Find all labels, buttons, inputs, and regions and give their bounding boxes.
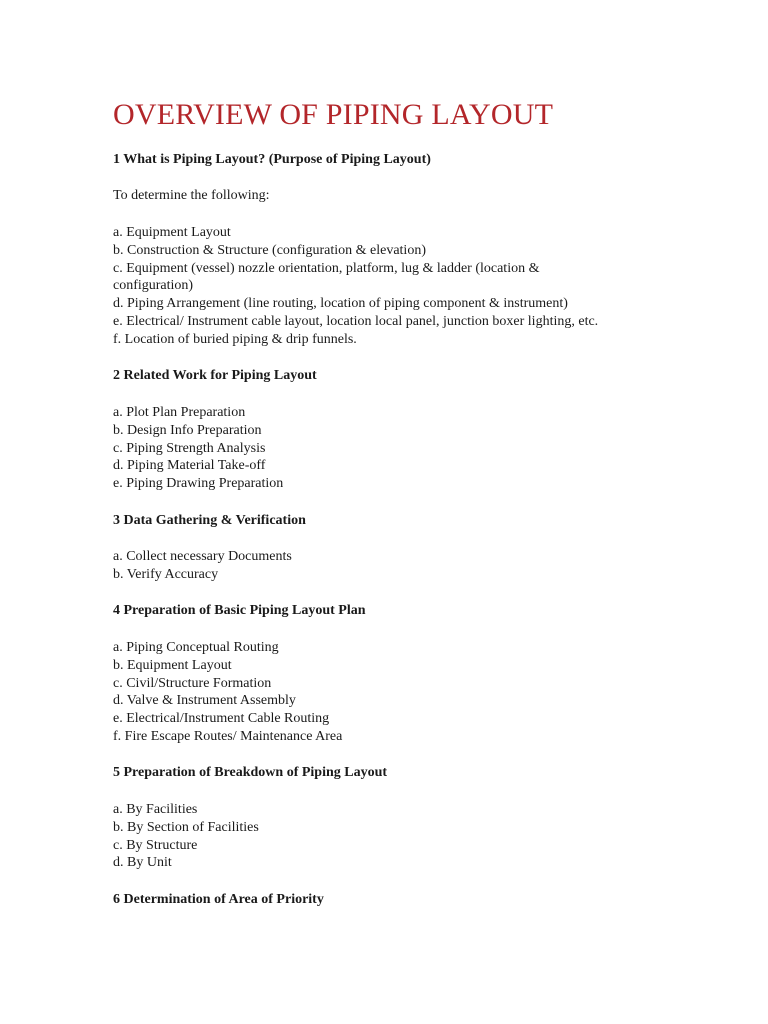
section-3-list <box>113 548 292 584</box>
list-item: f. Location of buried piping & drip funnels. <box>113 331 357 347</box>
list-item: c. Piping Strength Analysis <box>113 440 266 456</box>
section-3-heading: 3 Data Gathering & Verification <box>113 513 306 528</box>
list-item: b. Construction & Structure (configuration & elevation) <box>113 242 426 258</box>
list-item: b. Equipment Layout <box>113 657 232 673</box>
section-2-heading: 2 Related Work for Piping Layout <box>113 368 317 383</box>
list-item: a. Equipment Layout <box>113 225 231 240</box>
list-item: b. By Section of Facilities <box>113 819 259 835</box>
section-4-list <box>113 639 342 746</box>
list-item: d. Piping Arrangement (line routing, location of piping component & instrument) <box>113 296 568 312</box>
section-2-list <box>113 404 283 493</box>
list-item: d. Valve & Instrument Assembly <box>113 693 296 709</box>
list-item: c. Civil/Structure Formation <box>113 675 272 691</box>
section-1-list <box>113 224 598 349</box>
list-item: d. Piping Material Take-off <box>113 458 266 474</box>
list-item: f. Fire Escape Routes/ Maintenance Area <box>113 728 343 744</box>
section-5-heading: 5 Preparation of Breakdown of Piping Layout <box>113 765 388 780</box>
list-item: d. By Unit <box>113 855 172 871</box>
list-item: c. By Structure <box>113 837 198 853</box>
list-item: e. Electrical/Instrument Cable Routing <box>113 711 330 727</box>
list-item: a. Plot Plan Preparation <box>113 405 246 420</box>
list-item: e. Piping Drawing Preparation <box>113 476 284 492</box>
section-1-heading: 1 What is Piping Layout? (Purpose of Piping Layout) <box>113 152 431 167</box>
section-1-intro: To determine the following: <box>113 188 270 203</box>
document-title: OVERVIEW OF PIPING LAYOUT <box>113 98 554 131</box>
list-item: a. Collect necessary Documents <box>113 549 292 564</box>
list-item: b. Design Info Preparation <box>113 422 262 438</box>
list-item: a. By Facilities <box>113 802 198 817</box>
list-item: e. Electrical/ Instrument cable layout, location local panel, junction boxer lighting, etc. <box>113 313 599 329</box>
list-item: b. Verify Accuracy <box>113 566 219 582</box>
section-5-list <box>113 801 259 872</box>
section-6-heading: 6 Determination of Area of Priority <box>113 892 324 907</box>
list-item: c. Equipment (vessel) nozzle orientation, platform, lug & ladder (location & configuration) <box>113 260 540 294</box>
list-item: a. Piping Conceptual Routing <box>113 640 279 655</box>
section-4-heading: 4 Preparation of Basic Piping Layout Plan <box>113 603 366 618</box>
